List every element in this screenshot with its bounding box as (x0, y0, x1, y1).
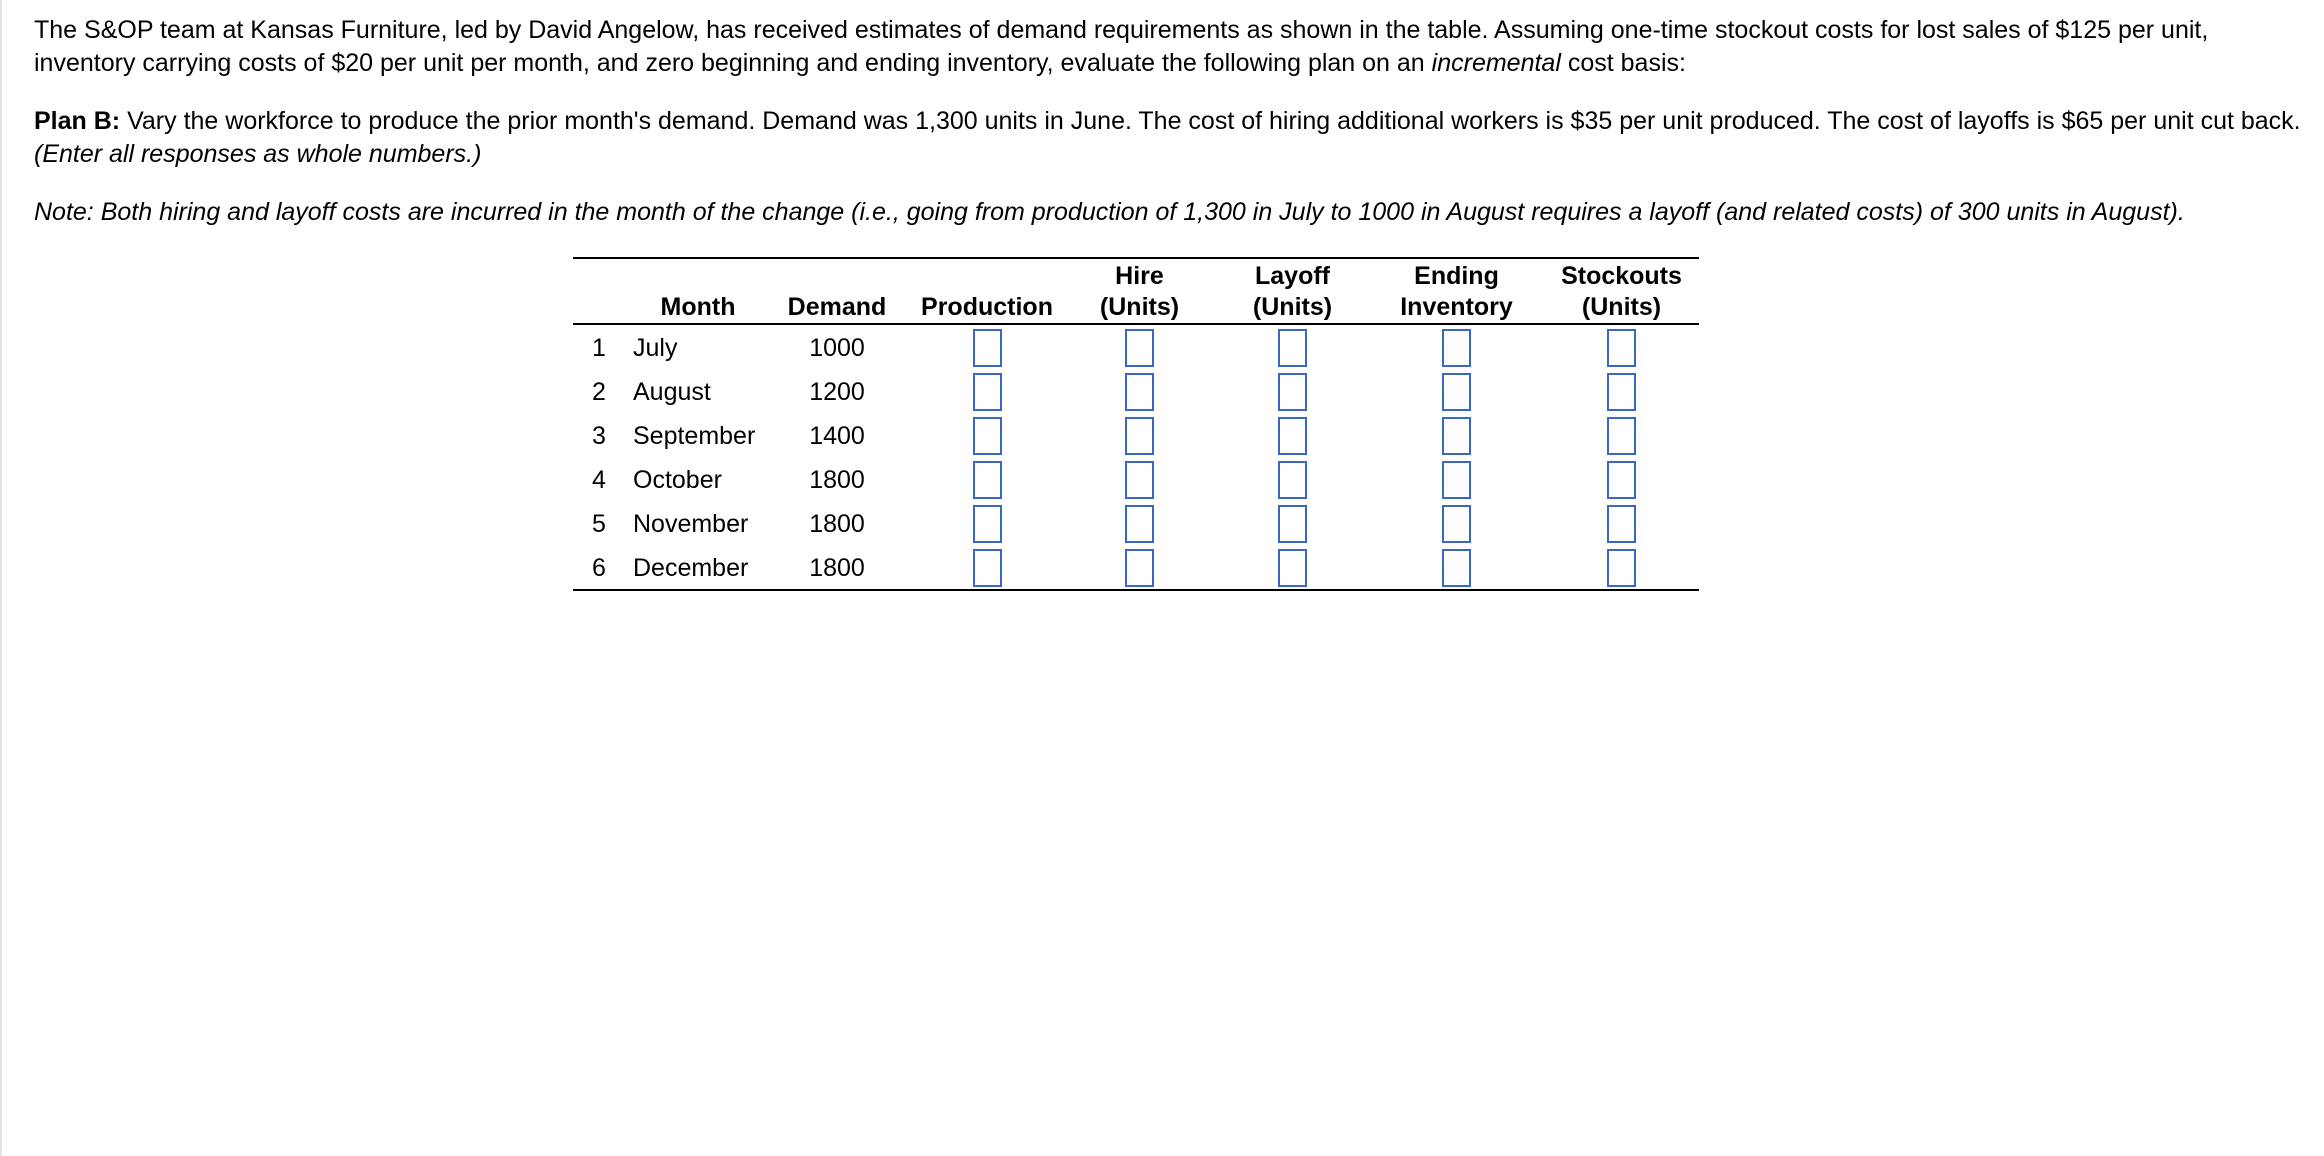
stockouts-input[interactable] (1607, 373, 1636, 411)
header-hire (1063, 258, 1216, 324)
intro-italic-word: incremental (1431, 49, 1561, 77)
stockouts-input[interactable] (1607, 461, 1636, 499)
layoff-input[interactable] (1278, 505, 1307, 543)
month-cell: November (633, 509, 749, 538)
demand-table (573, 257, 1699, 591)
header-ending-line2: Inventory (1400, 293, 1513, 321)
header-month: Month (625, 258, 763, 324)
intro-text: The S&OP team at Kansas Furniture, led by David Angelow, has received estimates of demand requirements as shown in the table. Assuming one-time stockout costs for lost sales of $125 per unit, inventory carrying costs of $20 per unit per month, and zero beginning and ending inventory, evaluate the following plan on an (34, 16, 2209, 77)
note-paragraph (34, 196, 2304, 229)
month-cell: August (633, 377, 711, 406)
intro-paragraph (34, 14, 2304, 80)
table-row (573, 369, 1699, 413)
plan-label: Plan B: (34, 107, 121, 135)
stockouts-input[interactable] (1607, 417, 1636, 455)
stockouts-input[interactable] (1607, 505, 1636, 543)
header-ending-inventory (1369, 258, 1544, 324)
header-layoff-line2: (Units) (1252, 293, 1333, 321)
layoff-input[interactable] (1278, 417, 1307, 455)
table-header-row (573, 258, 1699, 324)
question-text (34, 14, 2304, 229)
header-layoff (1216, 258, 1369, 324)
month-cell: July (633, 333, 678, 362)
header-demand: Demand (763, 258, 911, 324)
production-input[interactable] (973, 549, 1002, 587)
hire-input[interactable] (1125, 505, 1154, 543)
demand-cell: 1000 (809, 333, 865, 362)
table-row (573, 545, 1699, 590)
layoff-input[interactable] (1278, 373, 1307, 411)
header-layoff-line1: Layoff (1255, 262, 1330, 290)
production-input[interactable] (973, 329, 1002, 367)
ending-inventory-input[interactable] (1442, 549, 1471, 587)
ending-inventory-input[interactable] (1442, 329, 1471, 367)
note-text: Note: Both hiring and layoff costs are incurred in the month of the change (i.e., going from production of 1,300 in July to 1000 in August requires a layoff (and related costs) of 300 units in August). (34, 198, 2185, 226)
hire-input[interactable] (1125, 417, 1154, 455)
demand-cell: 1800 (809, 465, 865, 494)
production-input[interactable] (973, 461, 1002, 499)
demand-cell: 1200 (809, 377, 865, 406)
intro-text-end: cost basis: (1560, 49, 1686, 77)
row-number: 6 (592, 553, 606, 582)
demand-cell: 1400 (809, 421, 865, 450)
hire-input[interactable] (1125, 373, 1154, 411)
demand-cell: 1800 (809, 509, 865, 538)
stockouts-input[interactable] (1607, 329, 1636, 367)
row-number: 1 (592, 333, 606, 362)
ending-inventory-input[interactable] (1442, 417, 1471, 455)
production-input[interactable] (973, 417, 1002, 455)
month-cell: October (633, 465, 722, 494)
demand-cell: 1800 (809, 553, 865, 582)
header-stockouts (1544, 258, 1699, 324)
hire-input[interactable] (1125, 329, 1154, 367)
header-row-number (573, 258, 625, 324)
layoff-input[interactable] (1278, 461, 1307, 499)
header-hire-line2: (Units) (1099, 293, 1180, 321)
layoff-input[interactable] (1278, 549, 1307, 587)
header-stockouts-line1: Stockouts (1561, 262, 1682, 290)
production-input[interactable] (973, 505, 1002, 543)
row-number: 2 (592, 377, 606, 406)
table-row (573, 413, 1699, 457)
production-input[interactable] (973, 373, 1002, 411)
table-row (573, 501, 1699, 545)
plan-instruction: (Enter all responses as whole numbers.) (34, 140, 482, 168)
month-cell: December (633, 553, 749, 582)
month-cell: September (633, 421, 756, 450)
layoff-input[interactable] (1278, 329, 1307, 367)
hire-input[interactable] (1125, 461, 1154, 499)
left-edge-rule (0, 0, 2, 1156)
header-ending-line1: Ending (1414, 262, 1499, 290)
plan-text: Vary the workforce to produce the prior month's demand. Demand was 1,300 units in June. The cost of hiring additional workers is $35 per unit produced. The cost of layoffs is $65 per unit cut back. (120, 107, 2301, 135)
stockouts-input[interactable] (1607, 549, 1636, 587)
row-number: 3 (592, 421, 606, 450)
table-row (573, 457, 1699, 501)
header-hire-line1: Hire (1115, 262, 1164, 290)
ending-inventory-input[interactable] (1442, 461, 1471, 499)
plan-paragraph (34, 105, 2304, 171)
table-row (573, 324, 1699, 369)
row-number: 5 (592, 509, 606, 538)
header-stockouts-line2: (Units) (1581, 293, 1662, 321)
row-number: 4 (592, 465, 606, 494)
ending-inventory-input[interactable] (1442, 373, 1471, 411)
header-production: Production (911, 258, 1063, 324)
hire-input[interactable] (1125, 549, 1154, 587)
ending-inventory-input[interactable] (1442, 505, 1471, 543)
